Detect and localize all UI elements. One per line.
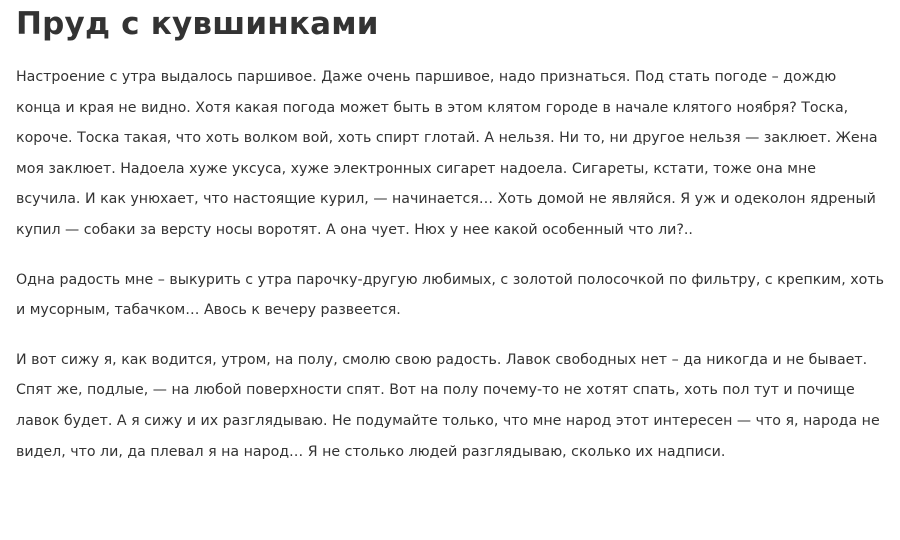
article-title: Пруд с кувшинками (16, 6, 379, 42)
article-paragraph-3: И вот сижу я, как водится, утром, на полу, смолю свою радость. Лавок свободных нет – да никогда и не бывает. Спят же, подлые, — на любой поверхности спят. Вот на полу почему-то не хотят спать, хоть пол тут и почище лавок будет. А я сижу и их разглядываю. Не подумайте только, что мне народ этот интересен — что я, народа не видел, что ли, да плевал я на народ… Я не столько людей разглядываю, сколько их надписи. (16, 351, 880, 460)
article-paragraph-2: Одна радость мне – выкурить с утра парочку-другую любимых, с золотой полосочкой по фильтру, с крепким, хоть и мусорным, табачком… Авось к вечеру развеется. (16, 271, 884, 319)
article-paragraph-1: Настроение с утра выдалось паршивое. Даже очень паршивое, надо признаться. Под стать погоде – дождю конца и края не видно. Хотя какая погода может быть в этом клятом городе в начале клятого ноября? Тоска, короче. Тоска такая, что хоть волком вой, хоть спирт глотай. А нельзя. Ни то, ни другое нельзя — заклюет. Жена моя заклюет. Надоела хуже уксуса, хуже электронных сигарет надоела. Сигареты, кстати, тоже она мне всучила. И как унюхает, что настоящие курил, — начинается… Хоть домой не являйся. Я уж и одеколон ядреный купил — собаки за версту носы воротят. А она чует. Нюх у нее какой особенный что ли?.. (16, 69, 878, 238)
article (16, 0, 884, 467)
